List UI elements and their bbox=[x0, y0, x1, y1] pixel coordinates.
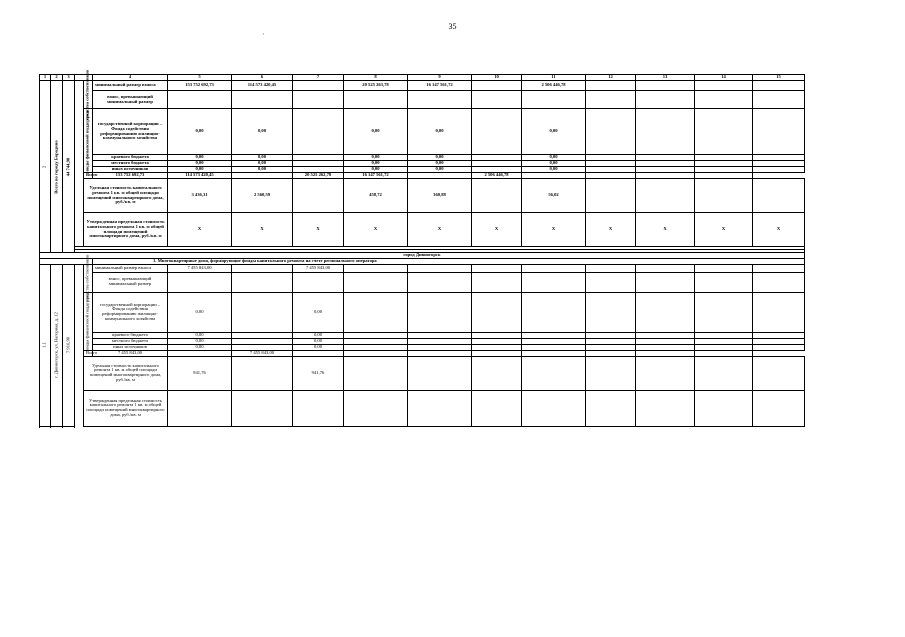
b1-row-min-fee bbox=[40, 81, 805, 91]
b2-min-fee-c5: 7 455 843,00 bbox=[168, 264, 232, 272]
b1-min-fee-c8: 20 525 263,78 bbox=[344, 81, 408, 91]
b1-region-c6: 0,00 bbox=[232, 155, 293, 161]
col-header-7: 7 bbox=[293, 75, 344, 81]
b1-limit-x-13: X bbox=[636, 213, 695, 247]
col-header-8: 8 bbox=[344, 75, 408, 81]
b2-row-gk bbox=[40, 292, 805, 332]
b1-region-c9: 0,00 bbox=[408, 155, 472, 161]
b2-total-c5: 7 455 843,00 bbox=[93, 350, 168, 356]
b1-other-c11: 0,00 bbox=[522, 167, 586, 173]
col-header-2: 2 bbox=[51, 75, 63, 81]
b1-local-c9: 0,00 bbox=[408, 161, 472, 167]
b1-row-limit-cost bbox=[40, 213, 805, 247]
b1-group-finance: виды финансовой поддержки bbox=[84, 109, 93, 173]
b2-name: г. Дивногорск, ул. Нагорная, д. 12 bbox=[51, 264, 63, 427]
b1-region-c8: 0,00 bbox=[344, 155, 408, 161]
b2-min-fee-c7: 7 455 843,00 bbox=[293, 264, 344, 272]
b1-min-fee-c6: 114 573 420,45 bbox=[232, 81, 293, 91]
b2-unit-c5: 941,76 bbox=[168, 356, 232, 390]
b1-gk-c11: 0,00 bbox=[522, 109, 586, 155]
col-header-10: 10 bbox=[472, 75, 522, 81]
b2-region-c5: 0,00 bbox=[168, 332, 232, 338]
b1-area: 44 744,90 bbox=[63, 81, 75, 253]
scan-speck: · bbox=[262, 30, 265, 39]
b1-min-fee-c11: 2 506 446,78 bbox=[522, 81, 586, 91]
b2-row-limit-cost bbox=[40, 390, 805, 426]
b1-unit-c6: 2 560,59 bbox=[232, 179, 293, 213]
b1-limit-x-11: X bbox=[522, 213, 586, 247]
b1-limit-x-6: X bbox=[232, 213, 293, 247]
b2-row-over-min bbox=[40, 272, 805, 292]
b2-label-local: местного бюджета bbox=[93, 338, 168, 344]
b1-unit-c11: 56,02 bbox=[522, 179, 586, 213]
b1-row-unit-cost bbox=[40, 179, 805, 213]
b2-group-funds: средства собственников bbox=[84, 264, 93, 292]
b1-gk-c5: 0,00 bbox=[168, 109, 232, 155]
b1-limit-x-5: X bbox=[168, 213, 232, 247]
b2-label-limit-cost: Утвержденная предельная стоимость капитального ремонта 1 кв. м общей площади помещений многоквартирного дома, руб./кв. м bbox=[84, 390, 168, 426]
b1-other-c6: 0,00 bbox=[232, 167, 293, 173]
page-number: 35 bbox=[448, 22, 457, 31]
b1-label-min-fee: минимальный размер взноса bbox=[93, 81, 168, 91]
b1-min-fee-c5: 153 752 692,73 bbox=[168, 81, 232, 91]
b2-label-gk: государственной корпорации – Фонда содействия реформированию жилищно-коммунального хозяйства bbox=[93, 292, 168, 332]
col-header-14: 14 bbox=[695, 75, 753, 81]
b2-label-total: Всего bbox=[84, 350, 93, 356]
b1-group-funds: средства собственников bbox=[84, 81, 93, 109]
b1-gk-c8: 0,00 bbox=[344, 109, 408, 155]
b2-other-c5: 0,00 bbox=[168, 344, 232, 350]
b1-local-c11: 0,00 bbox=[522, 161, 586, 167]
col-header-5: 5 bbox=[168, 75, 232, 81]
col-header-13: 13 bbox=[636, 75, 695, 81]
b2-group-finance: виды финансовой поддержки bbox=[84, 292, 93, 350]
b1-limit-x-7: X bbox=[293, 213, 344, 247]
b2-other-c7: 0,00 bbox=[293, 344, 344, 350]
b1-total-c5: 153 752 692,73 bbox=[93, 173, 168, 179]
b1-label-gk: государственной корпорации – Фонда содействия реформированию жилищно-коммунального хозяйства bbox=[93, 109, 168, 155]
b1-total-c8: 20 525 262,78 bbox=[293, 173, 344, 179]
col-header-12: 12 bbox=[586, 75, 636, 81]
b1-row-gk bbox=[40, 109, 805, 155]
b2-local-c5: 0,00 bbox=[168, 338, 232, 344]
b1-limit-x-10: X bbox=[472, 213, 522, 247]
b1-limit-x-12: X bbox=[586, 213, 636, 247]
b1-total-c9: 16 147 561,72 bbox=[344, 173, 408, 179]
b1-gk-c6: 0,00 bbox=[232, 109, 293, 155]
b2-label-other: иных источников bbox=[93, 344, 168, 350]
b1-limit-x-8: X bbox=[344, 213, 408, 247]
b1-label-other: иных источников bbox=[93, 167, 168, 173]
b2-row-min-fee bbox=[40, 264, 805, 272]
col-header-6: 6 bbox=[232, 75, 293, 81]
col-header-3: 3 bbox=[63, 75, 75, 81]
city-name: город Дивногорск bbox=[40, 253, 805, 259]
b1-unit-c8: 458,72 bbox=[344, 179, 408, 213]
b1-total-c11: 2 506 446,78 bbox=[472, 173, 522, 179]
b1-label-over-min: взнос, превышающий минимальный размер bbox=[93, 91, 168, 109]
b1-gk-c9: 0,00 bbox=[408, 109, 472, 155]
b2-local-c7: 0,00 bbox=[293, 338, 344, 344]
b1-local-c5: 0,00 bbox=[168, 161, 232, 167]
b1-local-c8: 0,00 bbox=[344, 161, 408, 167]
b1-label-total: Всего bbox=[84, 173, 93, 179]
b1-row-number: 2 bbox=[40, 81, 51, 253]
b2-gk-c5: 0,00 bbox=[168, 292, 232, 332]
b2-area: 7 916,90 bbox=[63, 264, 75, 427]
col-header-9: 9 bbox=[408, 75, 472, 81]
b1-region-c11: 0,00 bbox=[522, 155, 586, 161]
b2-label-min-fee: минимальный размер взноса bbox=[93, 264, 168, 272]
b1-name: Всего по городу Бородино bbox=[51, 81, 63, 253]
b1-label-unit-cost: Удельная стоимость капитального ремонта 1 кв. м общей площади помещений многоквартирного дома, руб./кв. м bbox=[84, 179, 168, 213]
col-header-4: 4 bbox=[93, 75, 168, 81]
b2-row-number: 1.1 bbox=[40, 264, 51, 427]
b1-label-region: краевого бюджета bbox=[93, 155, 168, 161]
b1-other-c8: 0,00 bbox=[344, 167, 408, 173]
b2-row-unit-cost bbox=[40, 356, 805, 390]
b1-local-c6: 0,00 bbox=[232, 161, 293, 167]
b1-label-limit-cost: Утвержденная предельная стоимость капитального ремонта 1 кв. м общей площади помещений многоквартирного дома, руб./кв. м bbox=[84, 213, 168, 247]
b1-unit-c5: 3 436,31 bbox=[168, 179, 232, 213]
b1-other-c5: 0,00 bbox=[168, 167, 232, 173]
col-header-15: 15 bbox=[753, 75, 805, 81]
col-header-1: 1 bbox=[40, 75, 51, 81]
b1-unit-c9: 360,88 bbox=[408, 179, 472, 213]
b1-limit-x-14: X bbox=[695, 213, 753, 247]
b1-total-c6: 114 573 420,45 bbox=[168, 173, 232, 179]
b1-group-spacer bbox=[75, 81, 84, 247]
b2-gk-c7: 0,00 bbox=[293, 292, 344, 332]
b1-region-c5: 0,00 bbox=[168, 155, 232, 161]
section-title: 1. Многоквартирные дома, формирующие фонды капитального ремонта на счете регионального оператора bbox=[93, 258, 805, 264]
b2-label-unit-cost: Удельная стоимость капитального ремонта 1 кв. м общей площади помещений многоквартирного дома, руб./кв. м bbox=[84, 356, 168, 390]
b1-other-c9: 0,00 bbox=[408, 167, 472, 173]
b2-label-region: краевого бюджета bbox=[93, 332, 168, 338]
b2-unit-c7: 941,76 bbox=[293, 356, 344, 390]
b1-limit-x-15: X bbox=[753, 213, 805, 247]
b2-total-c7: 7 455 843,00 bbox=[232, 350, 293, 356]
b1-label-local: местного бюджета bbox=[93, 161, 168, 167]
b2-region-c7: 0,00 bbox=[293, 332, 344, 338]
capital-repair-table bbox=[39, 69, 805, 427]
b1-min-fee-c9: 16 147 561,72 bbox=[408, 81, 472, 91]
b1-row-over-min bbox=[40, 91, 805, 109]
b2-label-over-min: взнос, превышающий минимальный размер bbox=[93, 272, 168, 292]
col-header-11: 11 bbox=[522, 75, 586, 81]
b1-limit-x-9: X bbox=[408, 213, 472, 247]
